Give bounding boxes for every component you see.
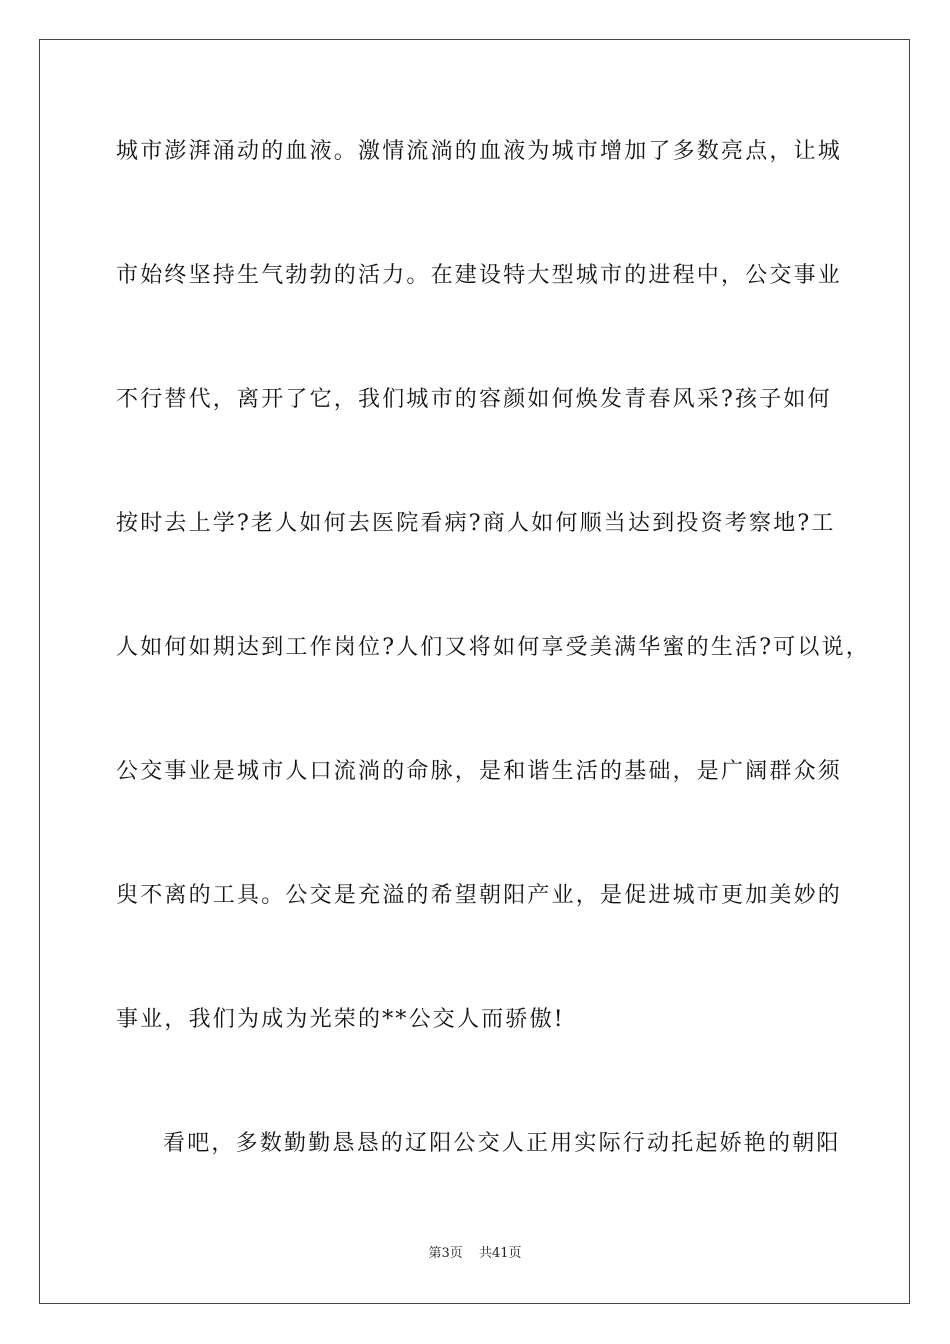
paragraph-line: 公交事业是城市人口流淌的命脉，是和谐生活的基础，是广阔群众须	[116, 759, 843, 784]
paragraph-line: 人如何如期达到工作岗位?人们又将如何享受美满华蜜的生活?可以说，	[116, 635, 870, 660]
paragraph-line: 事业，我们为成为光荣的**公交人而骄傲!	[116, 1007, 565, 1032]
paragraph-line: 看吧，多数勤勤恳恳的辽阳公交人正用实际行动托起娇艳的朝阳	[163, 1131, 841, 1156]
page-total: 共41页	[478, 1246, 522, 1261]
paragraph-line: 按时去上学?老人如何去医院看病?商人如何顺当达到投资考察地?工	[116, 511, 836, 536]
paragraph-line: 市始终坚持生气勃勃的活力。在建设特大型城市的进程中，公交事业	[116, 263, 843, 288]
page-footer	[0, 1245, 950, 1263]
page-frame	[39, 39, 910, 1304]
paragraph-line: 不行替代，离开了它，我们城市的容颜如何焕发青春风采?孩子如何	[116, 387, 832, 412]
paragraph-line: 城市澎湃涌动的血液。激情流淌的血液为城市增加了多数亮点，让城	[116, 139, 843, 164]
paragraph-line: 臾不离的工具。公交是充溢的希望朝阳产业，是促进城市更加美妙的	[116, 883, 843, 908]
page-number: 第3页	[428, 1246, 463, 1261]
